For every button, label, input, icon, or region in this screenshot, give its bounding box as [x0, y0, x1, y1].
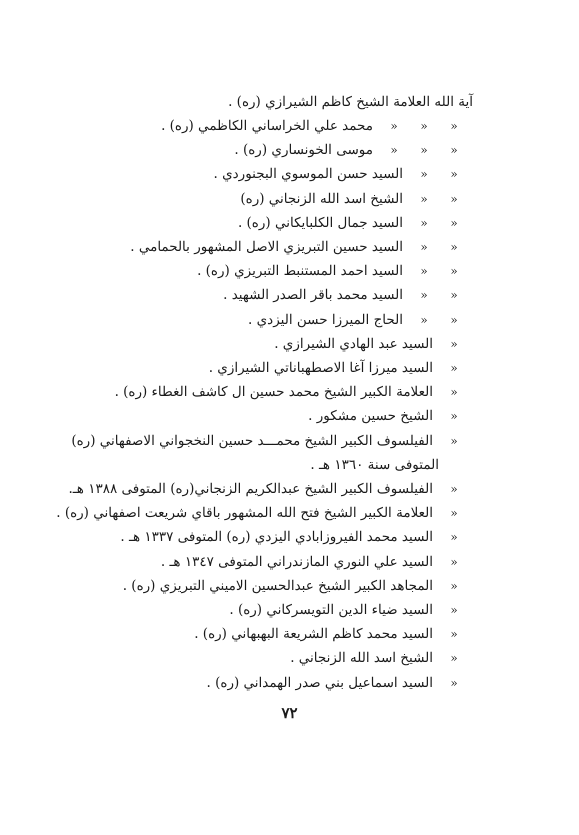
- entry-line: [40, 574, 469, 598]
- entry-text: السيد عبد الهادي الشيرازي .: [274, 335, 433, 352]
- ditto-mark: «: [420, 119, 428, 133]
- entry-line: [40, 646, 469, 670]
- entry-line: [40, 211, 469, 235]
- entry-text: الشيخ حسين مشكور .: [308, 408, 433, 425]
- ditto-mark: «: [450, 627, 458, 642]
- ditto-mark: «: [450, 336, 458, 351]
- entry-text: السيد احمد المستنبط التبريزي (ره) .: [197, 263, 403, 280]
- entry-text: الشيخ اسد الله الزنجاني .: [290, 650, 433, 667]
- entry-line: [40, 671, 469, 695]
- entry-line: [40, 356, 469, 380]
- entry-line: [40, 332, 469, 356]
- entry-text: محمد علي الخراساني الكاظمي (ره) .: [161, 118, 373, 134]
- entry-line: [40, 404, 469, 428]
- entry-line: [40, 622, 469, 646]
- ditto-mark: «: [450, 385, 458, 400]
- entry-line: [40, 235, 469, 259]
- entry-line: [40, 187, 469, 211]
- entry-text: السيد محمد كاظم الشريعة البهبهاني (ره) .: [194, 626, 433, 643]
- ditto-mark: «: [420, 240, 428, 254]
- ditto-mark: «: [450, 361, 458, 375]
- ditto-mark: «: [420, 312, 428, 327]
- ditto-mark: «: [450, 530, 458, 545]
- entry-line: [40, 453, 439, 477]
- entry-text: السيد حسن الموسوي البجنوردي .: [213, 166, 403, 183]
- entry-text: الشيخ اسد الله الزنجاني (ره): [240, 190, 403, 207]
- entry-text: المجاهد الكبير الشيخ عبدالحسين الاميني التبريزي (ره) .: [122, 577, 433, 594]
- entry-text: موسى الخونساري (ره) .: [234, 142, 373, 159]
- entry-text: السيد اسماعيل بني صدر الهمداني (ره) .: [206, 674, 433, 691]
- entry-text: السيد ضياء الدين التويسركاني (ره) .: [229, 602, 433, 618]
- ditto-mark: «: [390, 119, 398, 133]
- entry-line: [40, 283, 469, 307]
- entry-text: السيد جمال الكلبايكاني (ره) .: [237, 214, 403, 231]
- ditto-mark: «: [420, 143, 428, 158]
- entry-line: [40, 138, 469, 162]
- ditto-mark: «: [450, 554, 458, 569]
- ditto-mark: «: [450, 433, 458, 448]
- entry-line: [40, 259, 469, 283]
- entry-line: [40, 162, 469, 186]
- ditto-mark: «: [420, 215, 428, 230]
- entry-line: [40, 477, 469, 501]
- entry-line: [40, 380, 469, 404]
- ditto-mark: «: [420, 167, 428, 182]
- ditto-mark: «: [420, 288, 428, 303]
- ditto-mark: «: [420, 191, 428, 206]
- ditto-mark: «: [450, 288, 458, 303]
- entry-text: السيد حسين التبريزي الاصل المشهور بالحمامي .: [130, 239, 403, 255]
- ditto-mark: «: [450, 675, 458, 690]
- entry-line: [40, 598, 469, 622]
- entry-text: السيد محمد الفيروزابادي اليزدي (ره) المتوفى ١٣٣٧ هـ .: [120, 529, 433, 546]
- entry-text: العلامة الكبير الشيخ فتح الله المشهور باقاي شريعت اصفهاني (ره) .: [56, 505, 433, 522]
- ditto-mark: «: [450, 506, 458, 521]
- ditto-mark: «: [450, 312, 458, 327]
- ditto-mark: «: [450, 191, 458, 206]
- entry-text: المتوفى سنة ١٣٦٠ هـ .: [310, 456, 439, 473]
- entry-text: السيد ميرزا آغا الاصطهباناتي الشيرازي .: [208, 360, 433, 376]
- heading-line: [40, 90, 479, 114]
- entry-text: الفيلسوف الكبير الشيخ محمـــد حسين النخجواني الاصفهاني (ره): [71, 432, 433, 449]
- ditto-mark: «: [450, 409, 458, 424]
- heading-text: آية الله العلامة الشيخ كاظم الشيرازي (ره) .: [228, 94, 473, 110]
- entry-text: السيد علي النوري المازندراني المتوفى ١٣٤٧ هـ .: [160, 553, 433, 570]
- ditto-mark: «: [450, 215, 458, 230]
- entry-line: [40, 550, 469, 574]
- ditto-mark: «: [450, 264, 458, 279]
- ditto-mark: «: [450, 482, 458, 496]
- ditto-mark: «: [450, 578, 458, 593]
- entry-text: الحاج الميرزا حسن اليزدي .: [248, 311, 403, 328]
- entry-text: العلامة الكبير الشيخ محمد حسين ال كاشف الغطاء (ره) .: [114, 384, 433, 401]
- page-number: ٧٢: [281, 704, 298, 722]
- entry-text: الفيلسوف الكبير الشيخ عبدالكريم الزنجاني(ره) المتوفى ١٣٨٨ هـ.: [68, 481, 433, 497]
- entry-line: [40, 525, 469, 549]
- entry-line: [40, 429, 469, 453]
- entry-line: [40, 308, 469, 332]
- entry-line: [40, 501, 469, 525]
- ditto-mark: «: [450, 167, 458, 182]
- ditto-mark: «: [450, 119, 458, 133]
- ditto-mark: «: [450, 603, 458, 617]
- ditto-mark: «: [450, 240, 458, 254]
- ditto-mark: «: [420, 264, 428, 279]
- ditto-mark: «: [450, 651, 458, 666]
- entry-line: [40, 114, 469, 138]
- entry-text: السيد محمد باقر الصدر الشهيد .: [223, 287, 403, 304]
- ditto-mark: «: [450, 143, 458, 158]
- ditto-mark: «: [390, 143, 398, 158]
